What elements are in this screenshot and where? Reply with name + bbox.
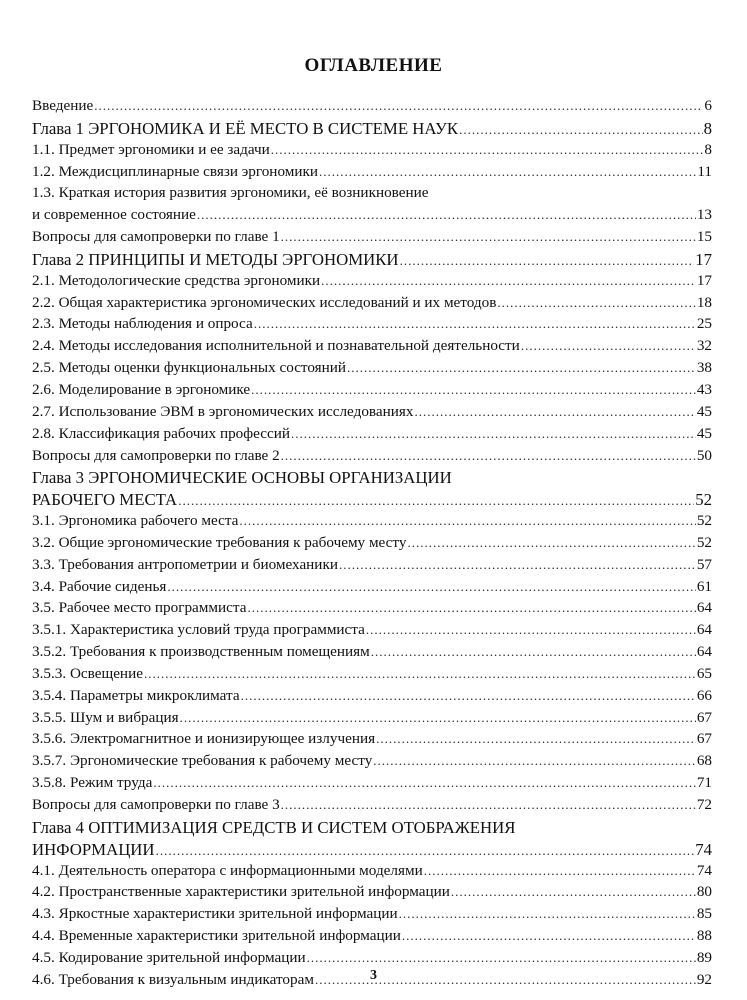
toc-entry-page: 8 bbox=[704, 140, 712, 158]
dot-leader bbox=[376, 731, 696, 747]
toc-entry-title: Глава 3 ЭРГОНОМИЧЕСКИЕ ОСНОВЫ ОРГАНИЗАЦИИ bbox=[32, 468, 452, 488]
dot-leader bbox=[254, 316, 696, 332]
toc-entry-title: ИНФОРМАЦИИ bbox=[32, 839, 155, 859]
toc-entry-title: 2.7. Использование ЭВМ в эргономических исследованиях bbox=[32, 402, 414, 420]
dot-leader bbox=[319, 164, 696, 180]
toc-entry-page: 8 bbox=[703, 118, 712, 138]
dot-leader bbox=[399, 906, 696, 922]
dot-leader bbox=[291, 426, 696, 442]
toc-entry bbox=[32, 250, 712, 272]
toc-entry-page: 68 bbox=[696, 752, 712, 770]
toc-entry-title: Глава 4 ОПТИМИЗАЦИЯ СРЕДСТВ И СИСТЕМ ОТОБРАЖЕНИЯ bbox=[32, 817, 516, 837]
toc-entry-title: 2.6. Моделирование в эргономике bbox=[32, 380, 251, 398]
toc-entry-page: 66 bbox=[696, 686, 712, 704]
toc-entry-title: 3.5.3. Освещение bbox=[32, 664, 143, 682]
toc-entry-title: Глава 1 ЭРГОНОМИКА И ЕЁ МЕСТО В СИСТЕМЕ НАУК bbox=[32, 118, 459, 138]
toc-entry-title: РАБОЧЕГО МЕСТА bbox=[32, 490, 178, 510]
toc-entry-title: 3.5.8. Режим труда bbox=[32, 774, 153, 792]
dot-leader bbox=[347, 360, 696, 376]
toc-entry-title: 3.5.7. Эргономические требования к рабочему месту bbox=[32, 752, 373, 770]
toc-entry-page: 50 bbox=[696, 446, 712, 464]
toc-entry-page: 45 bbox=[696, 402, 712, 420]
dot-leader bbox=[339, 557, 696, 573]
toc-entry-page: 43 bbox=[696, 380, 712, 398]
dot-leader bbox=[497, 295, 695, 311]
toc-entry-title: Вопросы для самопроверки по главе 2 bbox=[32, 446, 280, 464]
dot-leader bbox=[271, 142, 704, 158]
toc-entry-page: 88 bbox=[696, 927, 712, 945]
toc-entry-page: 61 bbox=[696, 577, 712, 595]
toc-entry bbox=[32, 883, 712, 905]
toc-entry bbox=[32, 840, 712, 862]
toc-entry bbox=[32, 905, 712, 927]
toc-entry-title: 3.3. Требования антропометрии и биомеханики bbox=[32, 555, 338, 573]
toc-entry-title: 4.5. Кодирование зрительной информации bbox=[32, 948, 306, 966]
dot-leader bbox=[400, 253, 695, 269]
toc-entry-title: 3.5.1. Характеристика условий труда программиста bbox=[32, 621, 365, 639]
toc-entry-page: 72 bbox=[696, 796, 712, 813]
toc-entry bbox=[32, 730, 712, 752]
toc-entry bbox=[32, 206, 712, 228]
dot-leader bbox=[459, 122, 703, 138]
toc-entry-page: 64 bbox=[696, 599, 712, 617]
toc-entry bbox=[32, 512, 712, 534]
toc-entry-page: 89 bbox=[696, 948, 712, 966]
toc-entry-page: 52 bbox=[695, 490, 712, 510]
toc-entry-title: 4.2. Пространственные характеристики зрительной информации bbox=[32, 883, 450, 901]
toc-entry bbox=[32, 599, 712, 621]
toc-entry-title: Введение bbox=[32, 97, 94, 114]
toc-entry-title: Вопросы для самопроверки по главе 3 bbox=[32, 796, 280, 813]
toc-entry-page: 38 bbox=[696, 359, 712, 377]
toc-entry-title: 2.5. Методы оценки функциональных состояний bbox=[32, 359, 347, 377]
dot-leader bbox=[321, 273, 696, 289]
toc-entry bbox=[32, 272, 712, 294]
toc-entry bbox=[32, 294, 712, 316]
toc-entry-title: 3.1. Эргономика рабочего места bbox=[32, 512, 239, 530]
toc-entry-title: Вопросы для самопроверки по главе 1 bbox=[32, 228, 280, 246]
toc-entry-title: 4.6. Требования к визуальным индикаторам bbox=[32, 970, 314, 988]
toc-entry-title: 2.4. Методы исследования исполнительной и познавательной деятельности bbox=[32, 337, 520, 355]
toc-entry-page: 65 bbox=[696, 664, 712, 682]
toc-entry bbox=[32, 315, 712, 337]
dot-leader bbox=[241, 688, 696, 704]
dot-leader bbox=[281, 448, 696, 464]
toc-entry-title: 2.1. Методологические средства эргономики bbox=[32, 271, 321, 289]
dot-leader bbox=[167, 579, 695, 595]
toc-entry-title: 3.2. Общие эргономические требования к рабочему месту bbox=[32, 533, 407, 551]
toc-entry-page: 17 bbox=[696, 271, 712, 289]
toc-entry-title: 3.5. Рабочее место программиста bbox=[32, 599, 247, 617]
dot-leader bbox=[153, 775, 696, 791]
toc-entry-page: 80 bbox=[696, 883, 712, 901]
toc-entry bbox=[32, 774, 712, 796]
toc-entry bbox=[32, 709, 712, 731]
toc-entry bbox=[32, 665, 712, 687]
toc-entry-page: 67 bbox=[696, 708, 712, 726]
toc-entry bbox=[32, 556, 712, 578]
dot-leader bbox=[94, 98, 703, 114]
toc-entry-page: 64 bbox=[696, 621, 712, 639]
toc-entry bbox=[32, 119, 712, 141]
dot-leader bbox=[180, 710, 696, 726]
toc-entry-page: 25 bbox=[696, 315, 712, 333]
dot-leader bbox=[197, 207, 696, 223]
dot-leader bbox=[178, 493, 694, 509]
toc-entry-page: 15 bbox=[696, 228, 712, 246]
toc-entry-page: 57 bbox=[696, 555, 712, 573]
toc-entry bbox=[32, 818, 712, 840]
toc-entry-title: 1.2. Междисциплинарные связи эргономики bbox=[32, 162, 318, 180]
toc-entry-title: 4.4. Временные характеристики зрительной информации bbox=[32, 927, 401, 945]
dot-leader bbox=[451, 884, 696, 900]
toc-entry-page: 74 bbox=[695, 839, 712, 859]
toc-entry-title: и современное состояние bbox=[32, 206, 196, 224]
dot-leader bbox=[247, 600, 695, 616]
toc-entry bbox=[32, 403, 712, 425]
toc-entry bbox=[32, 534, 712, 556]
toc-entry-title: 1.1. Предмет эргономики и ее задачи bbox=[32, 140, 270, 158]
toc-entry-title: 3.4. Рабочие сиденья bbox=[32, 577, 167, 595]
page-title: ОГЛАВЛЕНИЕ bbox=[304, 55, 443, 76]
toc-entry bbox=[32, 141, 712, 163]
toc-entry bbox=[32, 490, 712, 512]
toc-entry bbox=[32, 381, 712, 403]
dot-leader bbox=[251, 382, 696, 398]
table-of-contents bbox=[32, 97, 712, 993]
toc-entry-title: 2.2. Общая характеристика эргономических исследований и их методов bbox=[32, 293, 497, 311]
dot-leader bbox=[307, 950, 696, 966]
dot-leader bbox=[424, 863, 696, 879]
toc-entry-page: 64 bbox=[696, 643, 712, 661]
toc-entry-title: 3.5.2. Требования к производственным помещениям bbox=[32, 643, 370, 661]
toc-entry-page: 18 bbox=[696, 293, 712, 311]
toc-entry bbox=[32, 862, 712, 884]
toc-entry-page: 71 bbox=[696, 774, 712, 792]
toc-entry-title: 1.3. Краткая история развития эргономики, её возникновение bbox=[32, 184, 429, 202]
toc-entry-title: Глава 2 ПРИНЦИПЫ И МЕТОДЫ ЭРГОНОМИКИ bbox=[32, 249, 399, 269]
toc-entry bbox=[32, 796, 712, 818]
dot-leader bbox=[373, 753, 696, 769]
toc-entry bbox=[32, 927, 712, 949]
toc-entry-title: 2.8. Классификация рабочих профессий bbox=[32, 424, 290, 442]
dot-leader bbox=[239, 513, 695, 529]
toc-entry-page: 92 bbox=[696, 970, 712, 988]
toc-entry bbox=[32, 468, 712, 490]
toc-entry-page: 32 bbox=[696, 337, 712, 355]
toc-entry-page: 74 bbox=[696, 861, 712, 879]
toc-entry bbox=[32, 621, 712, 643]
toc-entry-title: 3.5.6. Электромагнитное и ионизирующее излучения bbox=[32, 730, 376, 748]
toc-entry bbox=[32, 643, 712, 665]
toc-entry bbox=[32, 337, 712, 359]
toc-entry-page: 85 bbox=[696, 905, 712, 923]
toc-entry bbox=[32, 687, 712, 709]
toc-entry bbox=[32, 359, 712, 381]
toc-entry-page: 52 bbox=[696, 512, 712, 530]
toc-entry-title: 2.3. Методы наблюдения и опроса bbox=[32, 315, 253, 333]
page-number: 3 bbox=[370, 968, 377, 983]
toc-entry-page: 67 bbox=[696, 730, 712, 748]
dot-leader bbox=[156, 843, 695, 859]
dot-leader bbox=[281, 797, 696, 813]
toc-entry-page: 13 bbox=[696, 206, 712, 224]
toc-entry-title: 4.1. Деятельность оператора с информационными моделями bbox=[32, 861, 423, 879]
toc-entry bbox=[32, 97, 712, 119]
toc-entry-title: 3.5.5. Шум и вибрация bbox=[32, 708, 179, 726]
toc-entry-page: 6 bbox=[704, 97, 712, 114]
dot-leader bbox=[402, 928, 696, 944]
toc-entry bbox=[32, 228, 712, 250]
toc-entry bbox=[32, 752, 712, 774]
dot-leader bbox=[281, 229, 696, 245]
dot-leader bbox=[521, 338, 696, 354]
toc-entry bbox=[32, 425, 712, 447]
toc-entry bbox=[32, 163, 712, 185]
dot-leader bbox=[366, 622, 696, 638]
toc-entry-page: 45 bbox=[696, 424, 712, 442]
toc-entry bbox=[32, 447, 712, 469]
toc-entry bbox=[32, 578, 712, 600]
toc-entry-page: 17 bbox=[695, 249, 712, 269]
dot-leader bbox=[144, 666, 696, 682]
toc-entry-title: 4.3. Яркостные характеристики зрительной информации bbox=[32, 905, 398, 923]
toc-entry-page: 52 bbox=[696, 533, 712, 551]
toc-entry bbox=[32, 184, 712, 206]
dot-leader bbox=[414, 404, 695, 420]
dot-leader bbox=[407, 535, 695, 551]
dot-leader bbox=[371, 644, 696, 660]
toc-entry-title: 3.5.4. Параметры микроклимата bbox=[32, 686, 240, 704]
toc-entry-page: 11 bbox=[697, 162, 712, 180]
